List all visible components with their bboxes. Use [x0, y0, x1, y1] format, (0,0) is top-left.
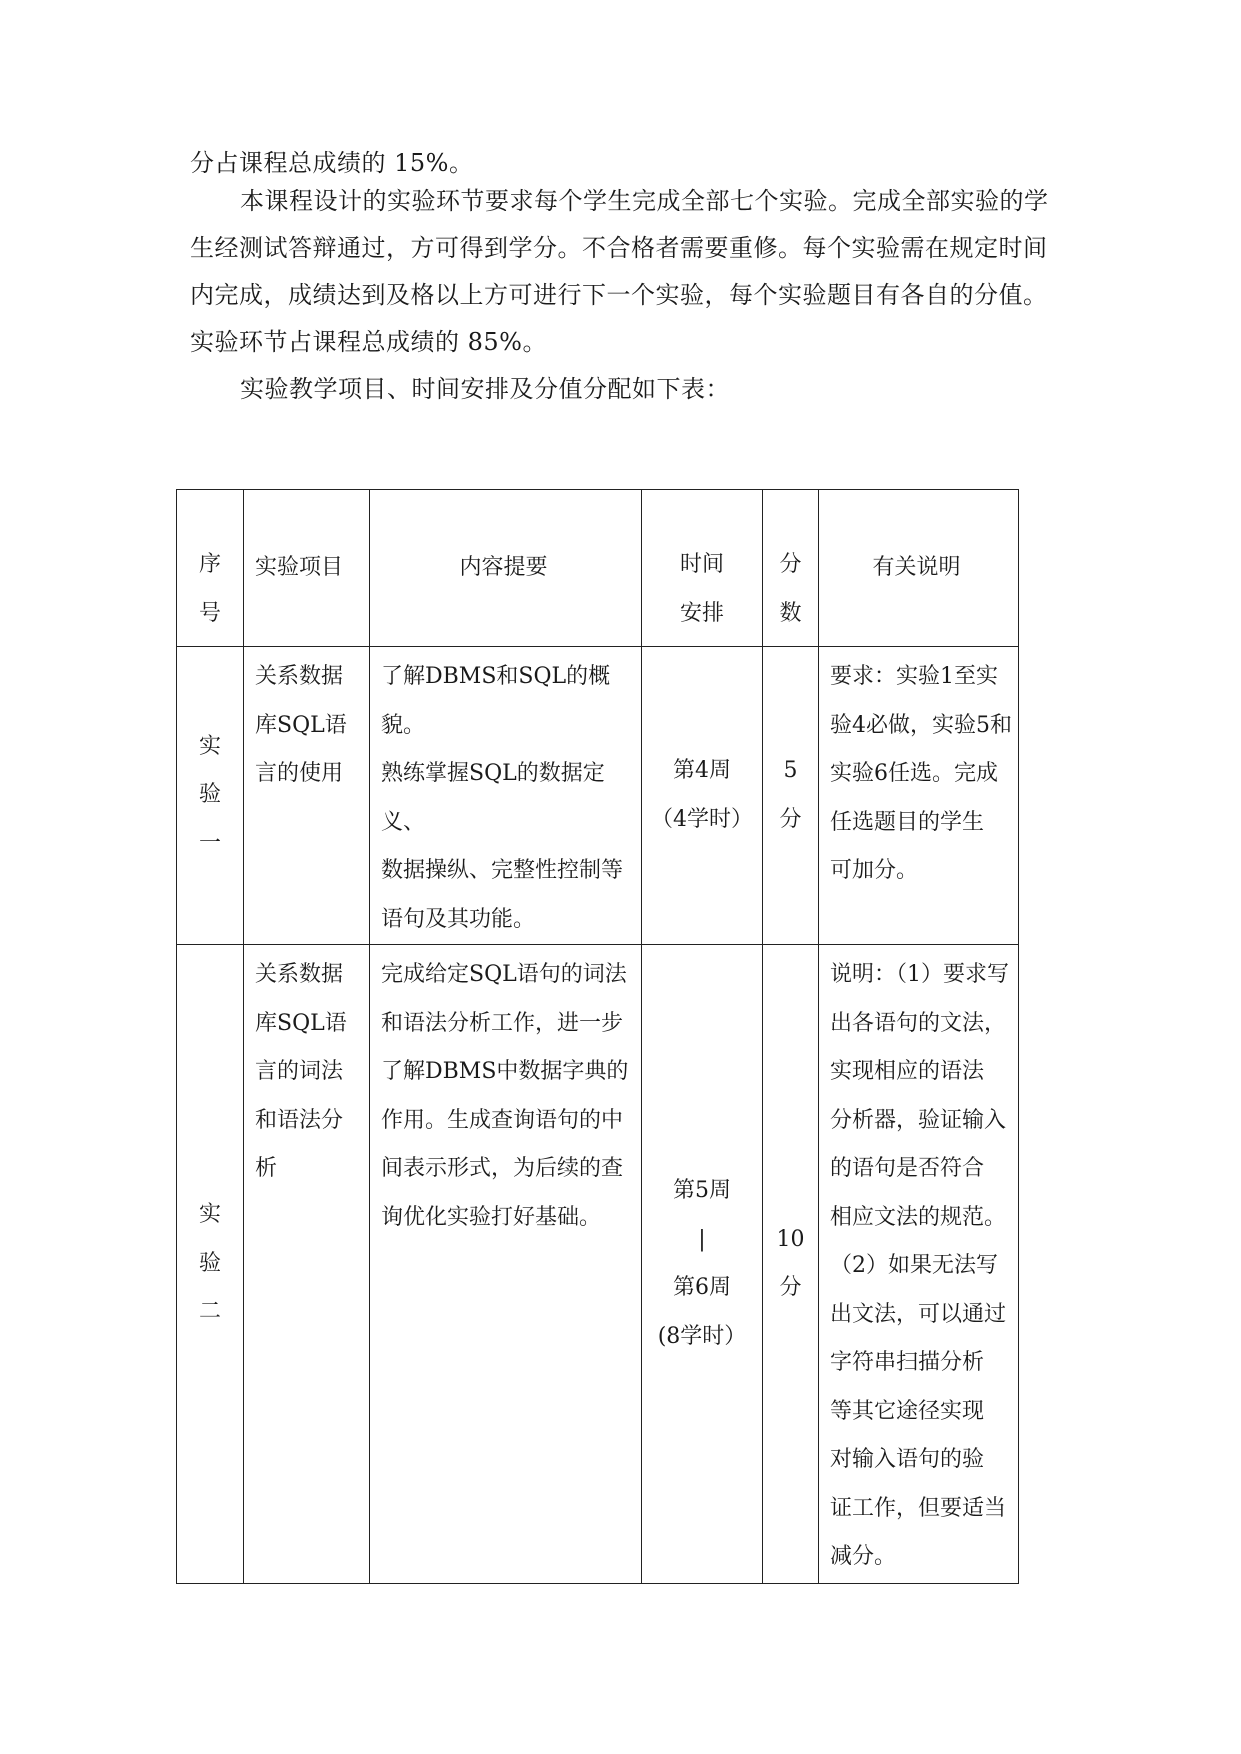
header-project	[244, 490, 370, 647]
paragraph-2-line-3: 内完成，成绩达到及格以上方可进行下一个实验，每个实验题目有各自的分值。	[190, 281, 1048, 309]
row2-notes-line: 出文法，可以通过	[830, 1301, 1007, 1327]
row2-seq-line: 二	[198, 1299, 221, 1325]
row2-notes-line: 等其它途径实现	[830, 1398, 985, 1424]
experiment-table	[176, 489, 1019, 1584]
row1-seq-line: 验	[198, 782, 221, 808]
paragraph-2-line-2: 生经测试答辩通过，方可得到学分。不合格者需要重修。每个实验需在规定时间	[190, 234, 1048, 262]
row1-score-line: 分	[779, 806, 802, 832]
row2-notes-line: 出各语句的文法，	[830, 1010, 1007, 1036]
row1-content-line: 语句及其功能。	[381, 906, 536, 932]
row1-content-line: 数据操纵、完整性控制等	[381, 858, 624, 883]
row2-project-line: 库SQL语	[255, 1010, 347, 1036]
row2-seq-line: 实	[198, 1202, 221, 1228]
row2-score-line: 分	[779, 1275, 802, 1300]
row2-project-line: 关系数据	[255, 962, 344, 987]
row2-content-line: 间表示形式，为后续的查	[381, 1156, 624, 1181]
row2-project-line: 析	[255, 1156, 278, 1181]
row2-time-line: 第6周	[673, 1275, 731, 1300]
paragraph-1: 分占课程总成绩的 15%。	[190, 149, 474, 177]
row2-notes-line: 说明：（1）要求写	[830, 962, 1009, 987]
row1-project-line: 库SQL语	[255, 712, 347, 738]
row2-content-line: 完成给定SQL语句的词法	[381, 962, 627, 987]
row2-notes-line: 字符串扫描分析	[830, 1350, 985, 1375]
row2-notes-line: 相应文法的规范。	[830, 1204, 1007, 1230]
row2-time-line: |	[698, 1226, 706, 1252]
header-time-line: 安排	[679, 600, 724, 626]
row1-notes-line: 要求：实验1至实	[830, 664, 998, 689]
header-time-line: 时间	[679, 552, 724, 577]
header-score	[763, 490, 819, 647]
row1-notes	[819, 647, 1019, 945]
row2-content-line: 作用。生成查询语句的中	[381, 1107, 624, 1133]
row1-seq-line: 一	[198, 830, 221, 856]
row2-notes	[819, 945, 1019, 1584]
row1-seq-line: 实	[198, 733, 221, 759]
row1-seq	[177, 647, 244, 945]
row2-notes-line: （2）如果无法写	[830, 1253, 998, 1278]
row2-seq-line: 验	[198, 1250, 221, 1276]
row2-content-line: 和语法分析工作，进一步	[381, 1010, 624, 1036]
row2-score	[763, 945, 819, 1584]
row1-project-line: 言的使用	[255, 761, 344, 786]
row1-content	[370, 647, 642, 945]
row2-notes-line: 的语句是否符合	[830, 1156, 985, 1181]
paragraph-2-line-1: 本课程设计的实验环节要求每个学生完成全部七个实验。完成全部实验的学	[240, 187, 1049, 215]
row1-score-line: 5	[783, 758, 798, 783]
row1-time	[642, 647, 763, 945]
row1-content-line: 熟练掌握SQL的数据定义、	[381, 761, 605, 835]
row2-content-line: 询优化实验打好基础。	[381, 1204, 602, 1230]
row1-notes-line: 验4必做，实验5和	[830, 712, 1012, 738]
row2-notes-line: 对输入语句的验	[830, 1447, 985, 1472]
header-content-label: 内容提要	[459, 554, 548, 580]
header-seq	[177, 490, 244, 647]
row2-notes-line: 分析器，验证输入	[830, 1107, 1007, 1133]
paragraph-3: 实验教学项目、时间安排及分值分配如下表：	[240, 375, 730, 403]
table-header-row	[177, 490, 1019, 647]
row2-notes-line: 证工作，但要适当	[830, 1495, 1007, 1521]
row1-content-line: 了解DBMS和SQL的概貌。	[381, 664, 611, 738]
row2-score-line: 10	[776, 1226, 805, 1252]
row2-time-line: 第5周	[673, 1178, 731, 1203]
table-row	[177, 945, 1019, 1584]
row1-time-line: （4学时）	[651, 806, 753, 832]
row1-score	[763, 647, 819, 945]
row1-notes-line: 任选题目的学生	[830, 809, 985, 835]
header-notes	[819, 490, 1019, 647]
header-seq-line: 号	[198, 600, 221, 626]
row2-notes-line: 减分。	[830, 1544, 897, 1569]
row2-content-line: 了解DBMS中数据字典的	[381, 1059, 629, 1084]
row1-project	[244, 647, 370, 945]
row2-notes-line: 实现相应的语法	[830, 1059, 985, 1084]
row1-notes-line: 实验6任选。完成	[830, 761, 998, 786]
header-score-line: 分	[779, 552, 802, 577]
header-seq-line: 序	[198, 552, 221, 577]
row2-project-line: 言的词法	[255, 1059, 344, 1084]
row2-seq	[177, 945, 244, 1584]
row2-project	[244, 945, 370, 1584]
row1-project-line: 关系数据	[255, 664, 344, 689]
row2-time	[642, 945, 763, 1584]
row2-time-line: (8学时）	[657, 1323, 747, 1349]
row2-project-line: 和语法分	[255, 1107, 344, 1133]
row2-content	[370, 945, 642, 1584]
row1-notes-line: 可加分。	[830, 858, 919, 883]
header-content	[370, 490, 642, 647]
header-notes-label: 有关说明	[872, 554, 961, 580]
table-row	[177, 647, 1019, 945]
header-score-line: 数	[779, 600, 802, 626]
paragraph-2-line-4: 实验环节占课程总成绩的 85%。	[190, 328, 547, 356]
header-time	[642, 490, 763, 647]
row1-time-line: 第4周	[673, 758, 731, 783]
header-project-label: 实验项目	[255, 554, 344, 580]
